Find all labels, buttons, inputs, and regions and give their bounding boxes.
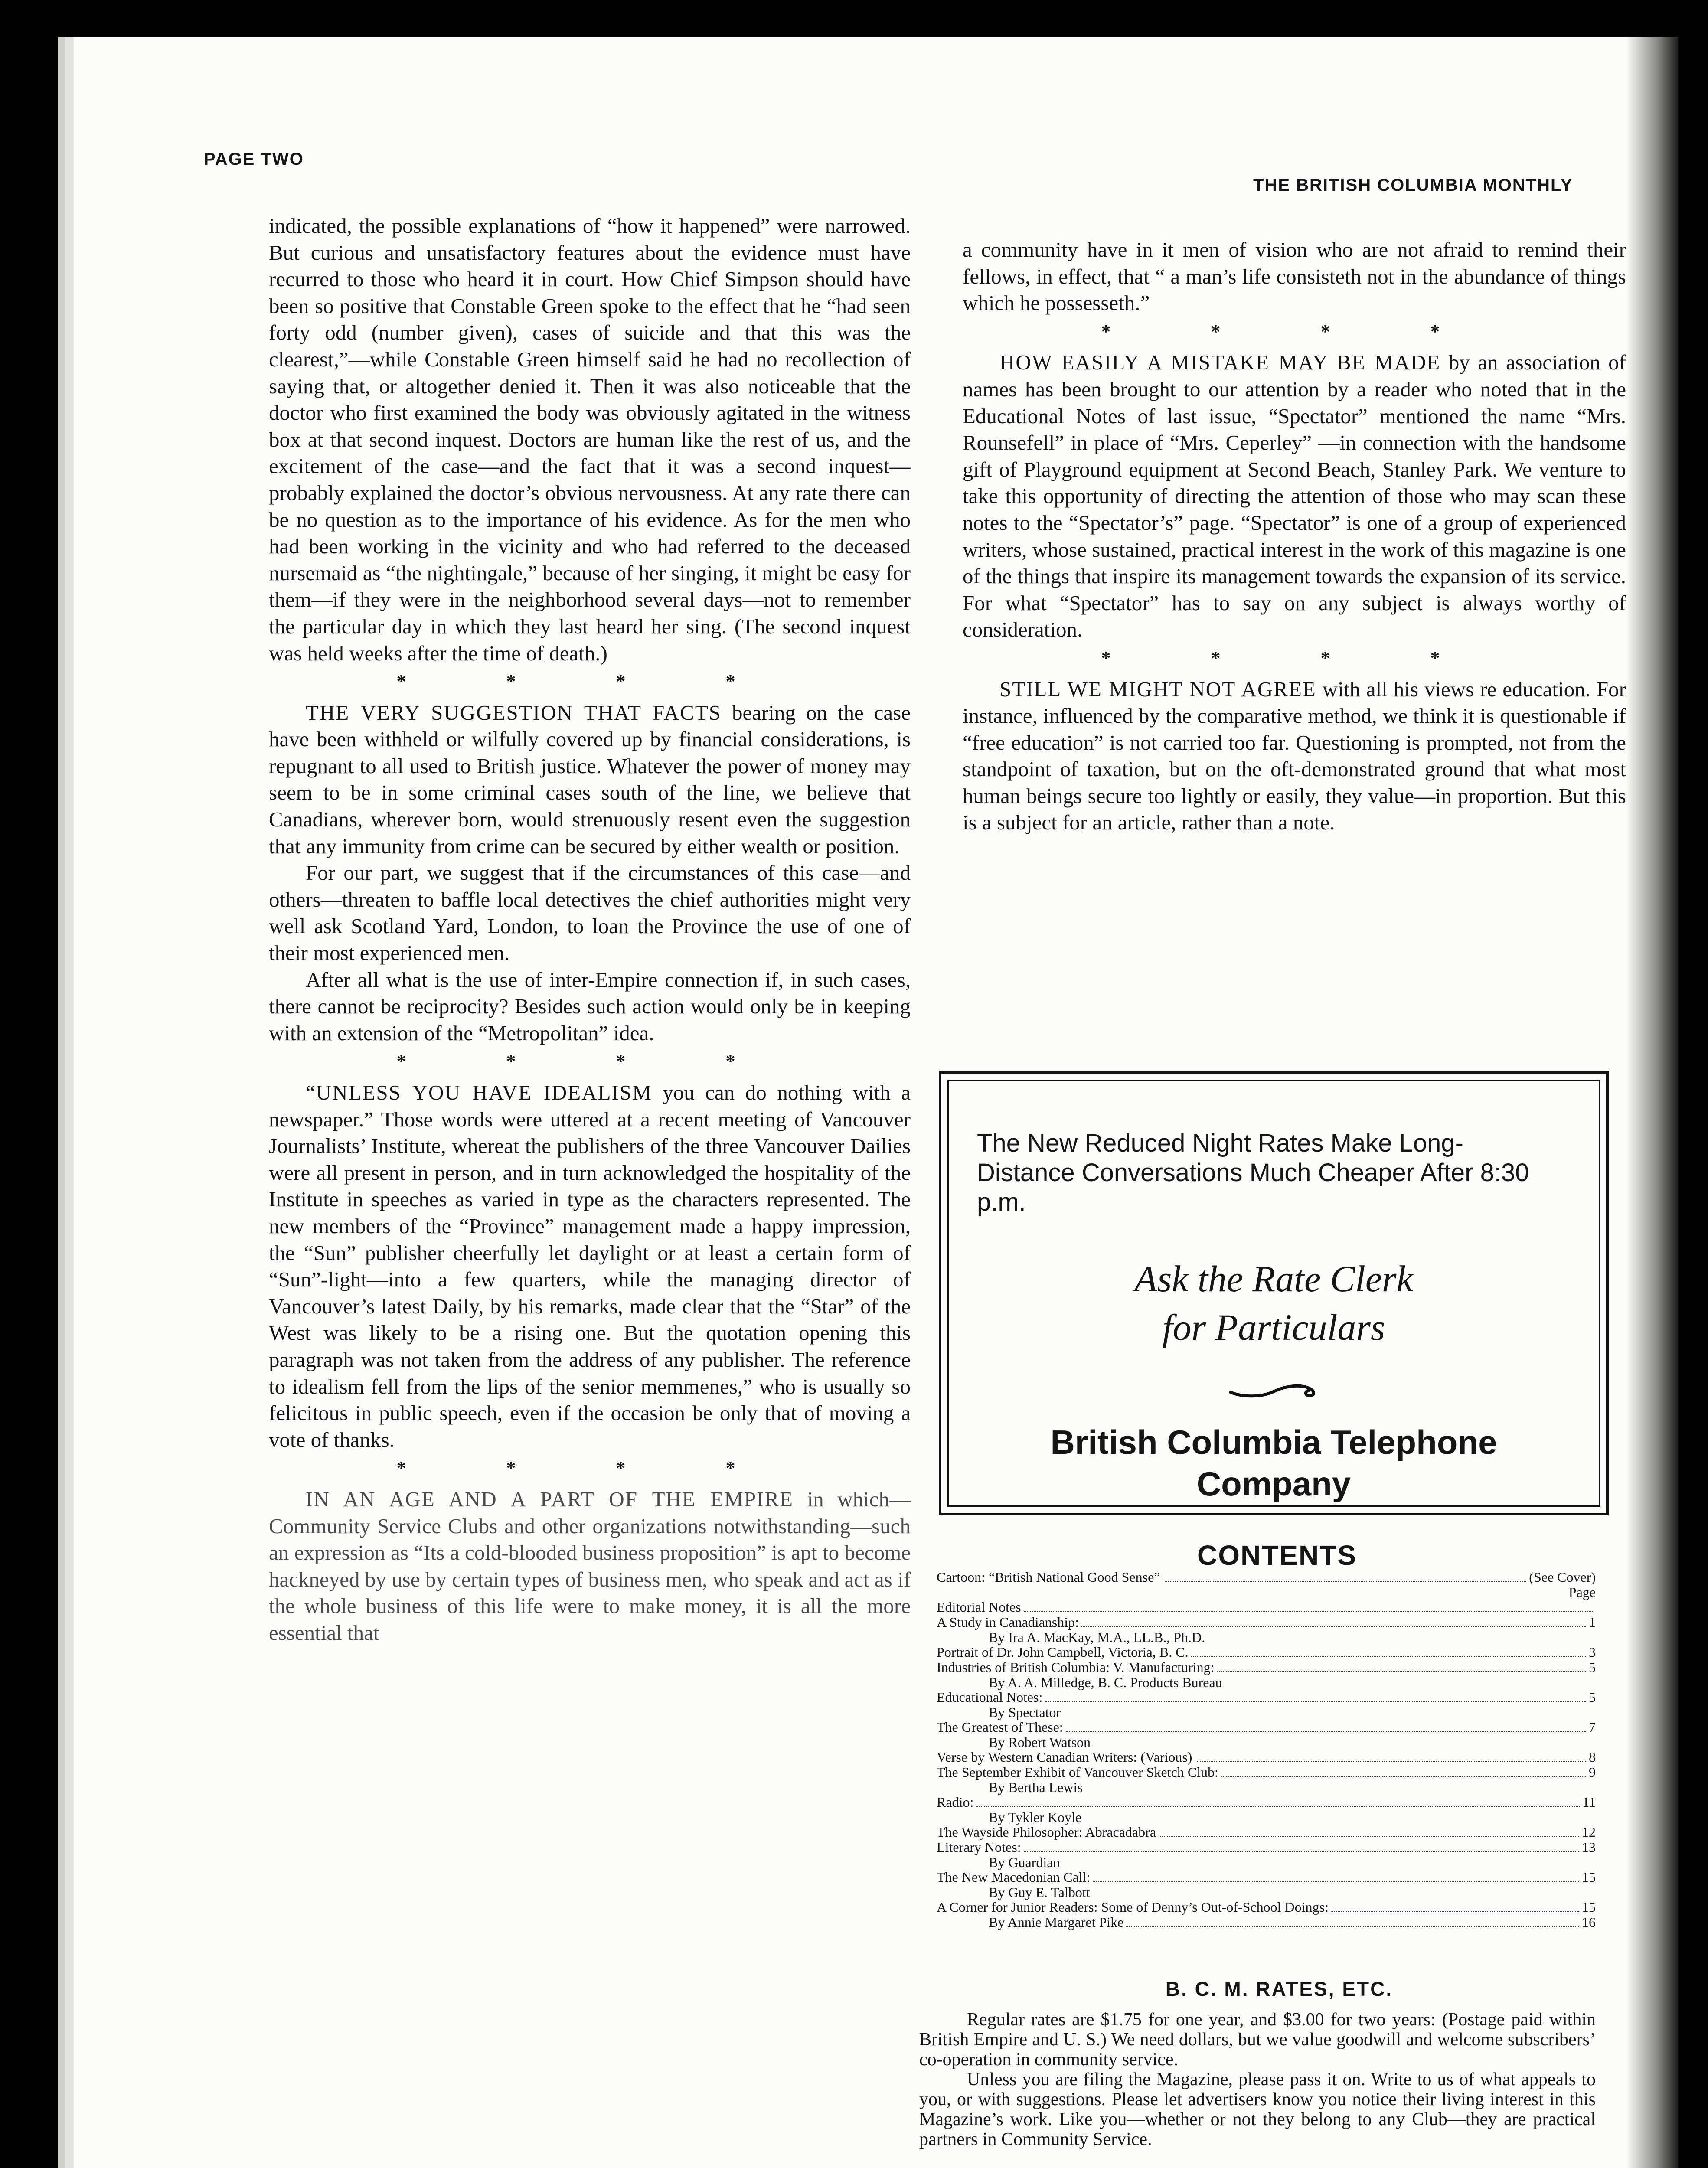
leader-dots [1163, 1581, 1526, 1582]
contents-entry [937, 1915, 1596, 1930]
contents-entry [937, 1720, 1596, 1735]
contents-page-number: 12 [1582, 1824, 1596, 1840]
page-number-header: PAGE TWO [204, 150, 304, 169]
paragraph: THE VERY SUGGESTION THAT FACTS bearing on the case have been withheld or wilfully covered up by financial considerations, is repugnant to all used to British justice. Whatever the power of money may seem to be in some criminal cases south of the line, we believe that Canadians, wherever born, would strenuously resent even the suggestion that any immunity from crime can be secured by either wealth or position. [269, 700, 911, 858]
swash-ornament-icon [1226, 1380, 1322, 1402]
contents-page-number: 1 [1589, 1614, 1596, 1630]
left-text-column [269, 212, 911, 1646]
contents-author: By Guy E. Talbott [989, 1884, 1090, 1900]
contents-entry [937, 1750, 1596, 1765]
contents-author: By Spectator [989, 1704, 1061, 1720]
paragraph: Unless you are filing the Magazine, please pass it on. Write to us of what appeals to you, or with suggestions. Please let advertisers know you notice their living interest in this Magazine’s work. Like you—whether or not they belong to any Club—they are practical partners in Community Service. [919, 2070, 1596, 2149]
contents-title: A Corner for Junior Readers: Some of Denny’s Out-of-School Doings: [937, 1899, 1329, 1915]
contents-entry [937, 1825, 1596, 1840]
paragraph: indicated, the possible explanations of “how it happened” were narrowed. But curious and unsatisfactory features about the evidence must have recurred to those who heard it in court. How Chief Simpson should have been so positive that Constable Green spoke to the effect that he “had seen forty odd (number given), cases of suicide and that this was the clearest,”—while Constable Green himself said he had no recollection of saying that, or altogether denied it. Then it was also noticeable that the doctor who first examined the body was obviously agitated in the witness box at that second inquest. Doctors are human like the rest of us, and the excitement of the case—and the fact that it was a second inquest—probably explained the doctor’s obvious nervousness. At any rate there can be no question as to the importance of his evidence. As for the men who had been working in the vicinity and who had referred to the deceased nursemaid as “the nightingale,” because of her singing, it might be easy for them—if they were in the neighborhood several days—not to remember the particular day in which they last heard her sing. (The second inquest was held weeks after the time of death.) [269, 214, 911, 665]
paragraph-lead: HOW EASILY A MISTAKE MAY BE MADE [999, 350, 1441, 375]
contents-entry [937, 1765, 1596, 1780]
contents-entry [937, 1855, 1596, 1870]
contents-entry [937, 1645, 1596, 1660]
contents-page-number: 15 [1582, 1899, 1596, 1915]
contents-entry [937, 1705, 1596, 1720]
paragraph-lead: IN AN AGE AND A PART OF THE EMPIRE [306, 1487, 794, 1511]
contents-author: By Guardian [989, 1855, 1060, 1870]
paragraph: After all what is the use of inter-Empire connection if, in such cases, there cannot be reciprocity? Besides such action would only be in keeping with an extension of the “Metropolitan” idea. [269, 967, 911, 1045]
paragraph: HOW EASILY A MISTAKE MAY BE MADE by an association of names has been brought to our attention by a reader who noted that in the Educational Notes of last issue, “Spectator” mentioned the name “Mrs. Rounsefell” in place of “Mrs. Ceperley” —in connection with the handsome gift of Playground equipment at Second Beach, Stanley Park. We venture to take this opportunity of directing the attention of those who may scan these notes to the “Spectator’s” page. “Spectator” is one of a group of experienced writers, whose sustained, practical interest in the work of this magazine is one of the things that inspire its management towards the expansion of its service. For what “Spectator” has to say on any subject is always worthy of consideration. [963, 350, 1626, 642]
contents-page-number: 15 [1582, 1869, 1596, 1885]
paragraph-lead: STILL WE MIGHT NOT AGREE [999, 677, 1316, 701]
contents-page-number: 8 [1589, 1749, 1596, 1765]
leader-dots [1217, 1671, 1586, 1672]
leader-dots [1045, 1701, 1586, 1702]
leader-dots [1024, 1611, 1593, 1612]
contents-title: Industries of British Columbia: V. Manufacturing: [937, 1659, 1215, 1675]
contents-title: Literary Notes: [937, 1839, 1021, 1855]
contents-title: The Greatest of These: [937, 1719, 1063, 1735]
contents-entry [937, 1780, 1596, 1795]
contents-entry [937, 1660, 1596, 1675]
leader-dots [1331, 1911, 1579, 1912]
contents-entry [937, 1735, 1596, 1750]
advertisement-text: The New Reduced Night Rates Make Long-Distance Conversations Much Cheaper After 8:30 p.m. [977, 1129, 1529, 1216]
leader-dots [1159, 1836, 1579, 1837]
contents-author: By Annie Margaret Pike [989, 1914, 1124, 1930]
table-of-contents [937, 1570, 1596, 1930]
contents-entry [937, 1570, 1596, 1585]
advertisement-inner-border [947, 1080, 1600, 1507]
leader-dots [1191, 1656, 1586, 1657]
paragraph: Regular rates are $1.75 for one year, and $3.00 for two years: (Postage paid within British Empire and U. S.) We need dollars, but we value goodwill and welcome subscribers’ co-operation in community service. [919, 2010, 1596, 2070]
contents-title: Educational Notes: [937, 1689, 1043, 1705]
contents-title: The September Exhibit of Vancouver Sketch Club: [937, 1764, 1218, 1780]
paragraph-lead: “UNLESS YOU HAVE IDEALISM [306, 1081, 652, 1104]
right-text-column [963, 236, 1626, 836]
contents-entry [937, 1885, 1596, 1900]
contents-page-number: 16 [1582, 1914, 1596, 1930]
paragraph: a community have in it men of vision who are not afraid to remind their fellows, in effect, that “ a man’s life consisteth not in the abundance of things which he possesseth.” [963, 238, 1626, 315]
leader-dots [1093, 1881, 1579, 1882]
contents-title: The New Macedonian Call: [937, 1869, 1091, 1885]
contents-title: The Wayside Philosopher: Abracadabra [937, 1824, 1156, 1840]
contents-entry [937, 1810, 1596, 1825]
section-divider: * * * * [1101, 320, 1488, 342]
page-edge-shadow [1626, 37, 1678, 2168]
section-divider: * * * * [396, 671, 783, 692]
contents-entry [937, 1900, 1596, 1915]
advertisement-call-to-action: Ask the Rate Clerk for Particulars [1134, 1258, 1413, 1348]
contents-page-number: 11 [1582, 1794, 1596, 1810]
paragraph: STILL WE MIGHT NOT AGREE with all his views re education. For instance, influenced by the comparative method, we think it is questionable if “free education” is not carried too far. Questioning is prompted, not from the standpoint of taxation, but on the oft-demonstrated ground that what most human beings secure too lightly or easily, they value—in proportion. But this is a subject for an article, rather than a note. [963, 677, 1626, 835]
contents-entry [937, 1795, 1596, 1810]
section-divider: * * * * [396, 1051, 783, 1072]
magazine-title-header: THE BRITISH COLUMBIA MONTHLY [1253, 176, 1573, 195]
contents-page-number: (See Cover) [1529, 1569, 1596, 1585]
contents-title: Editorial Notes [937, 1599, 1021, 1615]
leader-dots [1024, 1851, 1579, 1852]
contents-entry [937, 1630, 1596, 1645]
contents-page-number: 9 [1589, 1764, 1596, 1780]
contents-title: A Study in Canadianship: [937, 1614, 1079, 1630]
contents-page-number: 7 [1589, 1719, 1596, 1735]
paragraph: IN AN AGE AND A PART OF THE EMPIRE in which—Community Service Clubs and other organizations notwithstanding—such an expression as “Its a cold-blooded business proposition” is apt to become hackneyed by use by certain types of business men, who speak and act as if the whole business of this life were to make money, it is all the more essential that [269, 1487, 911, 1645]
leader-dots [1221, 1776, 1586, 1777]
leader-dots [1066, 1731, 1586, 1732]
contents-entry [937, 1870, 1596, 1885]
telephone-advertisement [939, 1071, 1609, 1515]
rates-heading: B. C. M. RATES, ETC. [1165, 1978, 1393, 2000]
leader-dots [1126, 1926, 1579, 1927]
contents-entry [937, 1615, 1596, 1630]
contents-author: By Bertha Lewis [989, 1779, 1083, 1795]
contents-entry [937, 1600, 1596, 1615]
paragraph-lead: THE VERY SUGGESTION THAT FACTS [306, 700, 722, 725]
contents-heading: CONTENTS [1197, 1540, 1357, 1571]
rates-section [919, 2010, 1596, 2149]
contents-author: By Robert Watson [989, 1734, 1091, 1750]
contents-page-heading: Page [1568, 1584, 1596, 1600]
section-divider: * * * * [396, 1457, 783, 1479]
contents-page-number: 5 [1589, 1689, 1596, 1705]
contents-page-number: 13 [1582, 1839, 1596, 1855]
contents-entry [937, 1840, 1596, 1855]
paragraph: For our part, we suggest that if the circumstances of this case—and others—threaten to baffle local detectives the chief authorities might very well ask Scotland Yard, London, to loan the Province the use of one of their most experienced men. [269, 861, 911, 965]
contents-title: Cartoon: “British National Good Sense” [937, 1569, 1160, 1585]
contents-title: Radio: [937, 1794, 974, 1810]
advertiser-name: British Columbia Telephone Company [1050, 1423, 1497, 1503]
contents-page-number: 5 [1589, 1659, 1596, 1675]
contents-entry [937, 1675, 1596, 1690]
paragraph: “UNLESS YOU HAVE IDEALISM you can do nothing with a newspaper.” Those words were uttered at a recent meeting of Vancouver Journalists’ Institute, whereat the publishers of the three Vancouver Dailies were all present in person, and in turn acknowledged the hospitality of the Institute in speeches as varied in type as the characters represented. The new members of the “Province” management made a happy impression, the “Sun” publisher cheerfully let daylight or at least a certain form of “Sun”-light—into a few quarters, while the managing director of Vancouver’s latest Daily, by his remarks, made clear that the “Star” of the West was likely to be a rising one. But the quotation opening this paragraph was not taken from the address of any publisher. The reference to idealism fell from the lips of the senior memmenes,” who is usually so felicitous in public speech, even if the occasion be only that of moving a vote of thanks. [269, 1081, 911, 1452]
contents-author: By Tykler Koyle [989, 1809, 1082, 1825]
contents-page-number: 3 [1589, 1644, 1596, 1660]
contents-title: Verse by Western Canadian Writers: (Various) [937, 1749, 1192, 1765]
contents-author: By Ira A. MacKay, M.A., LL.B., Ph.D. [989, 1629, 1205, 1645]
leader-dots [976, 1806, 1580, 1807]
section-divider: * * * * [1101, 647, 1488, 669]
contents-entry [937, 1690, 1596, 1705]
leader-dots [1081, 1626, 1586, 1627]
contents-title: Portrait of Dr. John Campbell, Victoria, B. C. [937, 1644, 1189, 1660]
contents-author: By A. A. Milledge, B. C. Products Bureau [989, 1675, 1222, 1690]
leader-dots [1195, 1761, 1586, 1762]
